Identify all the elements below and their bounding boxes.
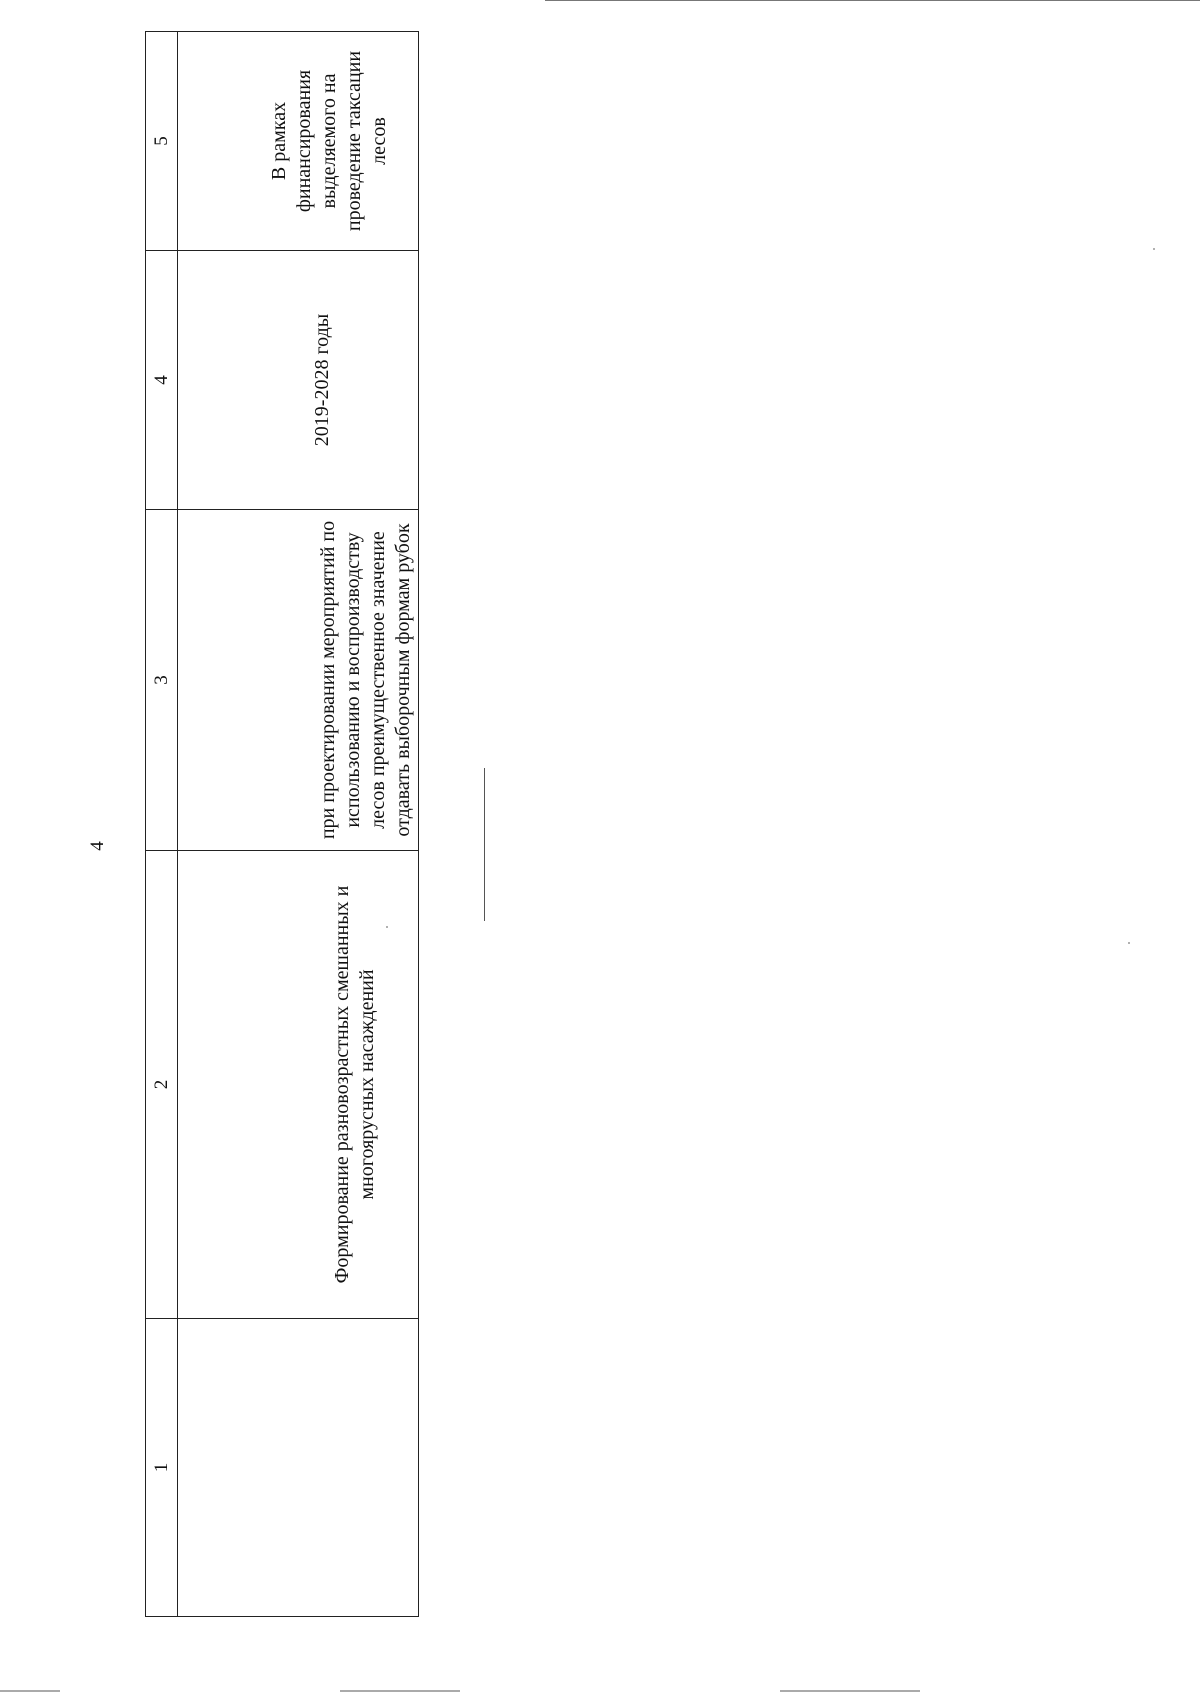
header-cell-5: 5	[146, 32, 178, 251]
page-number: 4	[87, 841, 108, 851]
scan-edge-mark	[340, 1690, 460, 1692]
row-cell-number	[178, 1319, 419, 1617]
row-cell-method: при проектировании мероприятий по использованию и воспроизводству лесов преимущественное значение отдавать выборочным формам рубок	[178, 510, 419, 851]
rotated-table-frame	[145, 32, 414, 1617]
scan-edge-mark	[780, 1690, 920, 1692]
header-cell-3: 3	[146, 510, 178, 851]
table-header-row	[146, 32, 178, 1617]
scan-speck	[386, 926, 388, 928]
header-cell-2: 2	[146, 851, 178, 1319]
scan-edge-mark	[0, 1690, 60, 1692]
row-cell-measure: Формирование разновозрастных смешанных и многоярусных насаждений	[178, 851, 419, 1319]
scan-speck	[1153, 248, 1155, 250]
header-cell-4: 4	[146, 251, 178, 510]
row-cell-period: 2019-2028 годы	[178, 251, 419, 510]
table-row	[178, 32, 419, 1617]
top-edge-rule	[545, 0, 1200, 1]
scan-speck	[1128, 942, 1130, 944]
row-cell-funding: В рамках финансирования выделяемого на проведение таксации лесов	[178, 32, 419, 251]
end-separator-line	[484, 768, 485, 921]
measures-table	[145, 31, 419, 1617]
table-container	[145, 32, 414, 1617]
header-cell-1: 1	[146, 1319, 178, 1617]
